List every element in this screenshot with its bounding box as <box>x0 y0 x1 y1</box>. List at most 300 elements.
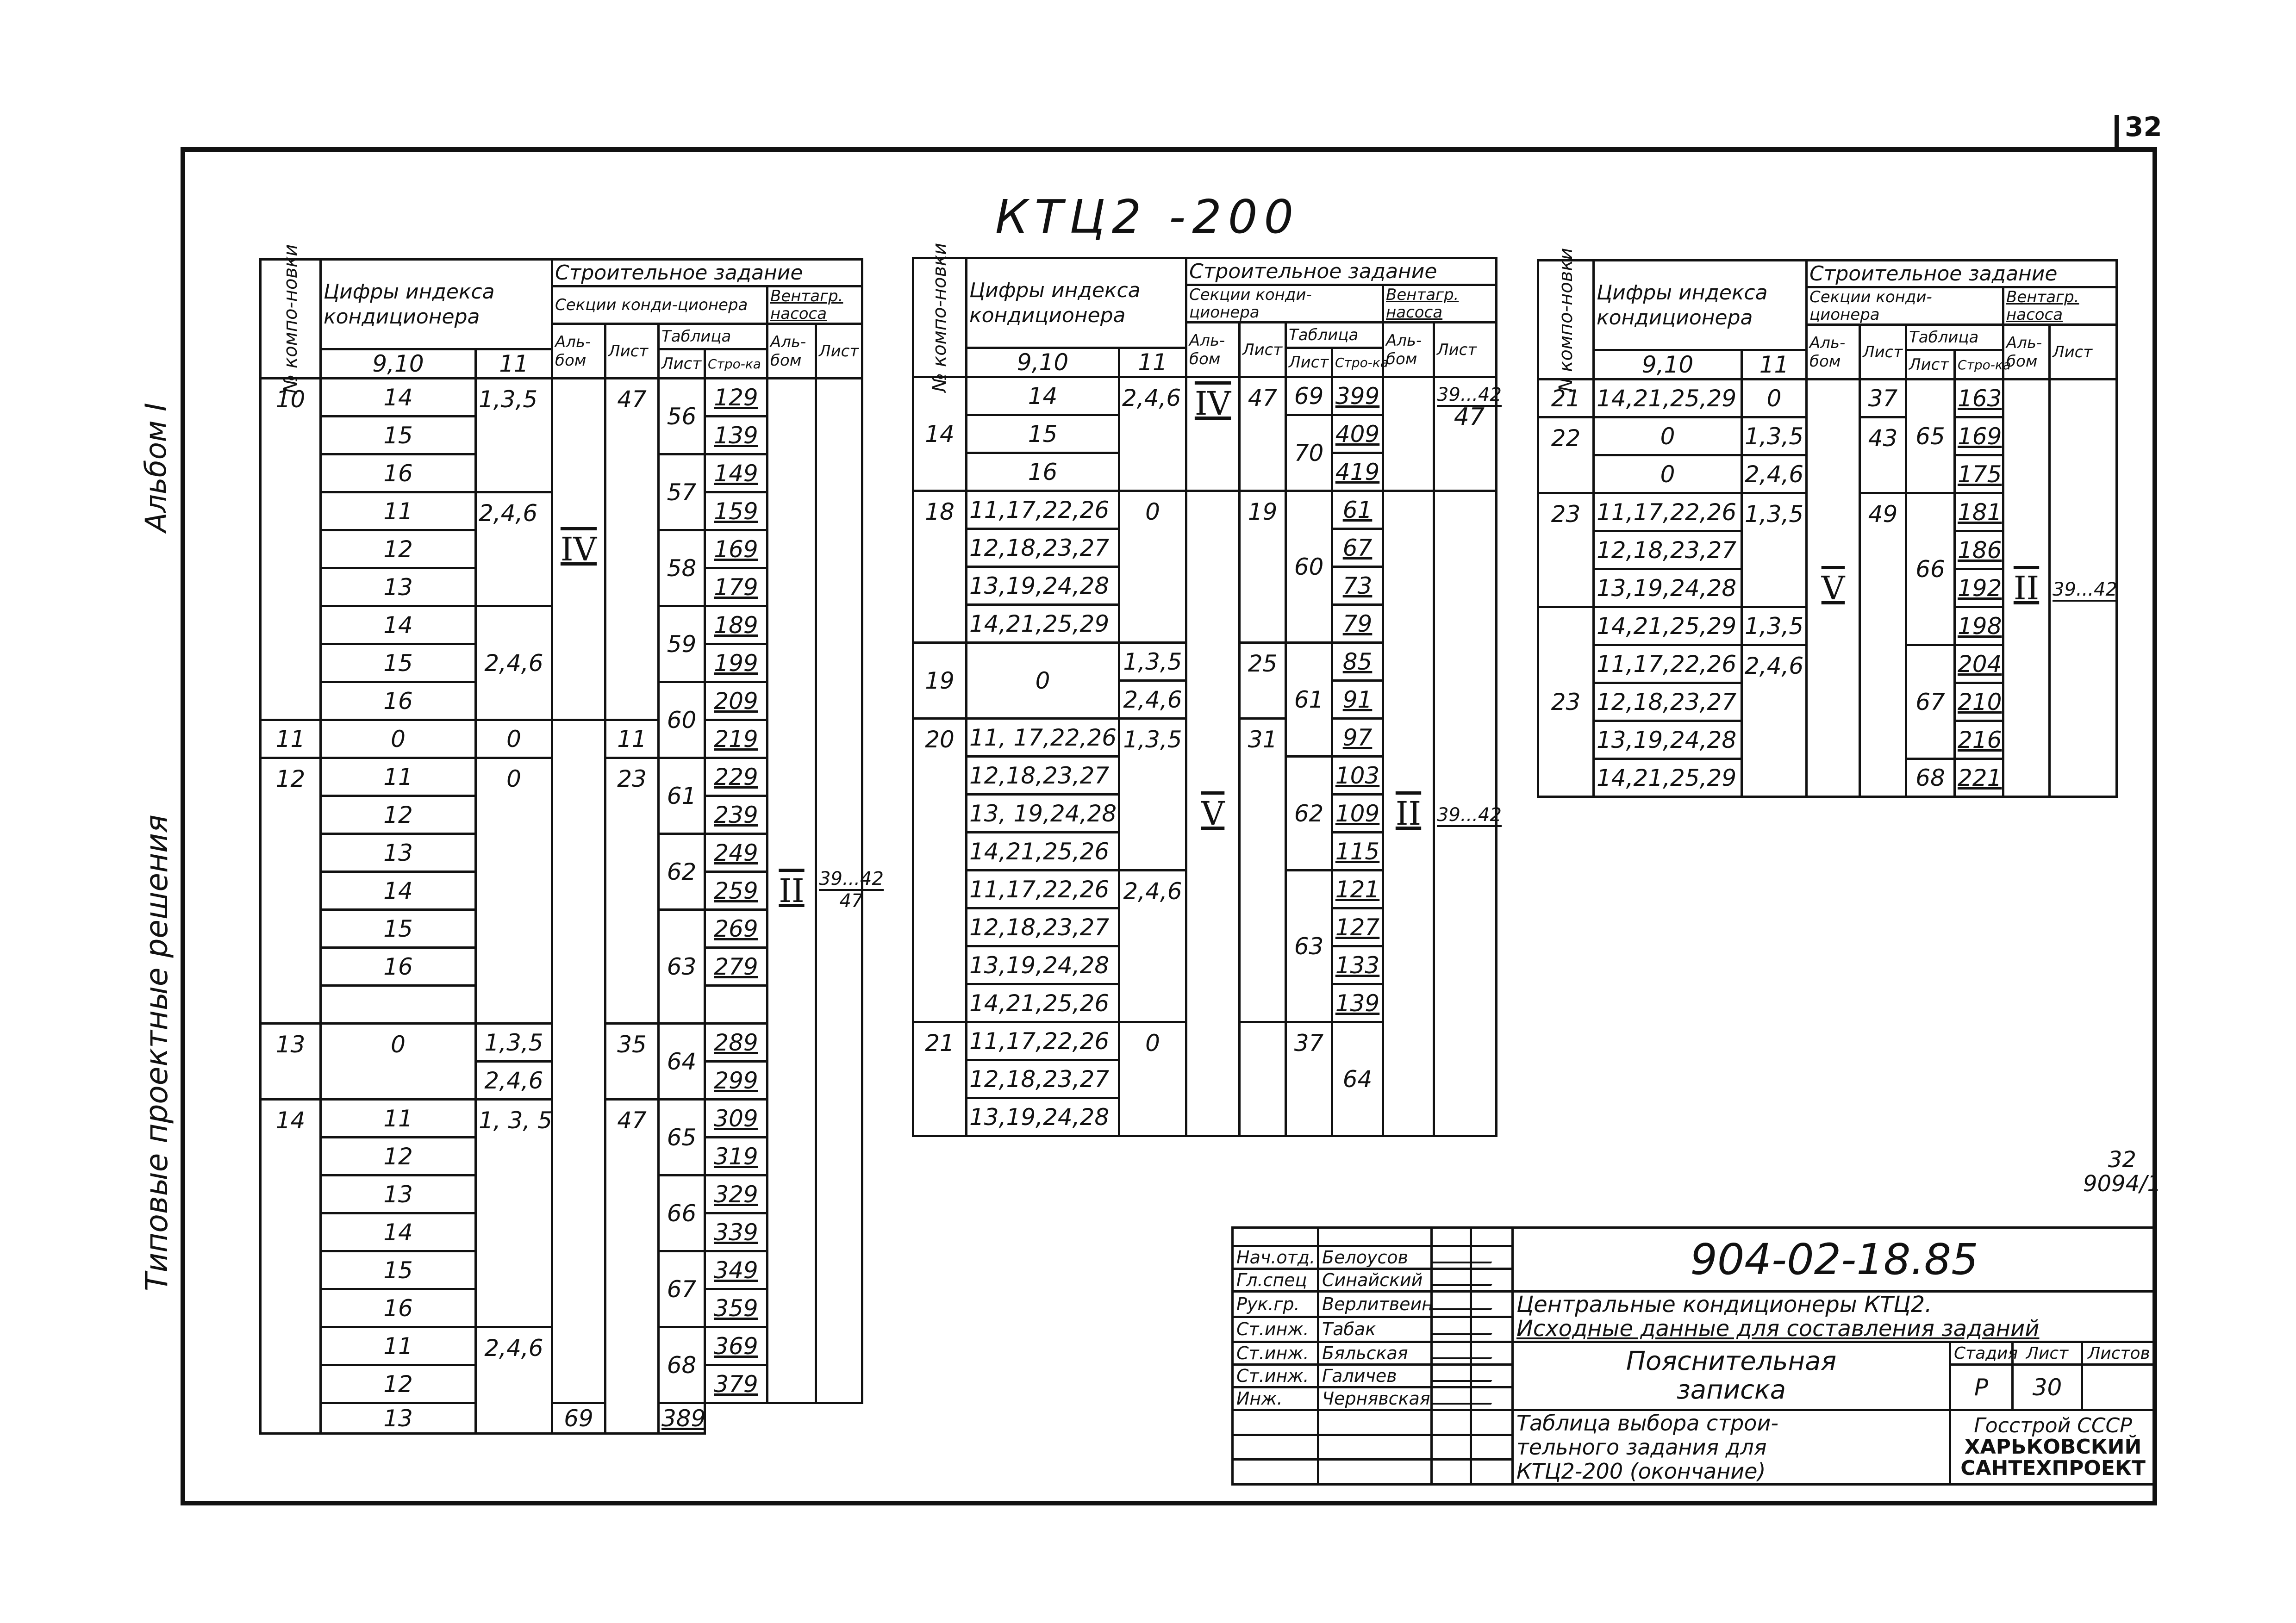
cell-row: 259 <box>705 872 767 910</box>
cell-910: 13,19,24,28 <box>1594 721 1742 759</box>
header-11: 11 <box>1119 348 1186 377</box>
cell-910: 14,21,25,29 <box>1594 379 1742 417</box>
cell-sheet: 35 <box>605 1024 659 1100</box>
cell-11: 2,4,6 <box>1119 871 1186 1022</box>
cell-comp: 23 <box>1538 493 1594 607</box>
stamp-name: Верлитвеин <box>1318 1292 1432 1317</box>
cell-910 <box>321 986 476 1024</box>
cell-910: 14 <box>967 377 1119 415</box>
cell-pump-album-top <box>1383 377 1434 491</box>
selection-table-2 <box>912 243 1502 1137</box>
cell-row: 249 <box>705 834 767 872</box>
cell-910: 16 <box>321 948 476 986</box>
header-sheet: Лист <box>1240 323 1286 377</box>
cell-910: 12 <box>321 796 476 834</box>
cell-album: V <box>1807 379 1860 797</box>
cell-row: 115 <box>1332 833 1383 871</box>
header-910: 9,10 <box>321 349 476 379</box>
organization <box>1950 1410 2156 1485</box>
cell-910: 14,21,25,26 <box>967 833 1119 871</box>
cell-pump-sheet: 39...42 <box>1434 491 1497 1136</box>
cell-row: 97 <box>1332 719 1383 757</box>
cell-row: 204 <box>1955 645 2003 683</box>
cell-row: 216 <box>1955 721 2003 759</box>
stamp-signature <box>1432 1365 1471 1387</box>
cell-row: 189 <box>705 606 767 644</box>
header-pump-album: Аль-бом <box>1383 323 1434 377</box>
cell-sheet: 23 <box>605 758 659 1024</box>
cell-910: 14 <box>321 606 476 644</box>
description-line-1: Центральные кондиционеры КТЦ2. <box>1516 1292 1932 1318</box>
stamp-role: Гл.спец <box>1233 1269 1318 1292</box>
stamp-signature <box>1432 1342 1471 1365</box>
cell-row: 309 <box>705 1100 767 1138</box>
cell-comp: 14 <box>261 1100 321 1434</box>
cell-910: 11,17,22,26 <box>1594 493 1742 531</box>
cell-11: 2,4,6 <box>476 1062 552 1100</box>
cell-row: 109 <box>1332 795 1383 833</box>
cell-910: 14 <box>321 379 476 417</box>
cell-910: 12,18,23,27 <box>1594 683 1742 721</box>
cell-tsheet: 67 <box>1906 645 1955 759</box>
cell-sheet: 31 <box>1240 719 1286 1022</box>
cell-910: 11,17,22,26 <box>1594 645 1742 683</box>
cell-pump-album: II <box>1383 491 1434 1136</box>
cell-tsheet: 56 <box>659 379 705 454</box>
cell-910: 12 <box>321 530 476 568</box>
cell-row: 159 <box>705 492 767 530</box>
cell-910: 11 <box>321 492 476 530</box>
cell-row: 199 <box>705 644 767 682</box>
cell-910: 15 <box>321 417 476 454</box>
cell-11: 1,3,5 <box>1742 417 1807 455</box>
stamp-role: Инж. <box>1233 1387 1318 1410</box>
cell-row: 409 <box>1332 415 1383 453</box>
stamp-blank <box>1471 1460 1513 1485</box>
cell-row: 181 <box>1955 493 2003 531</box>
cell-910: 12,18,23,27 <box>967 1060 1119 1098</box>
header-pump-sheet: Лист <box>1434 323 1497 377</box>
cell-row: 149 <box>705 454 767 492</box>
stamp-signature <box>1432 1387 1471 1410</box>
sheet-header: Лист <box>2013 1342 2082 1365</box>
cell-row: 210 <box>1955 683 2003 721</box>
cell-row: 419 <box>1332 453 1383 491</box>
cell-row: 121 <box>1332 871 1383 908</box>
header-comp: № компо-новки <box>261 260 321 379</box>
cell-11: 0 <box>1119 491 1186 643</box>
header-pump-album: Аль-бом <box>2003 325 2050 379</box>
header-row: Стро-ка <box>1955 350 2003 379</box>
album-label: Альбом I <box>139 403 173 532</box>
cell-row: 279 <box>705 948 767 986</box>
cell-row: 221 <box>1955 759 2003 797</box>
cell-comp: 11 <box>261 720 321 758</box>
cell-tsheet: 67 <box>659 1251 705 1327</box>
cell-11: 2,4,6 <box>1742 645 1807 797</box>
cell-sheet: 47 <box>605 1100 659 1434</box>
cell-row: 389 <box>659 1403 705 1434</box>
stamp-name: Галичев <box>1318 1365 1432 1387</box>
cell-910: 14,21,25,29 <box>967 605 1119 643</box>
cell-row: 163 <box>1955 379 2003 417</box>
cell-pump-album: II <box>767 379 816 1403</box>
cell-row: 61 <box>1332 491 1383 529</box>
header-pump: Вентагр. насоса <box>1383 285 1497 323</box>
caption-line-3: КТЦ2-200 (окончание) <box>1516 1459 1766 1484</box>
cell-910: 13,19,24,28 <box>1594 569 1742 607</box>
sheet-reference <box>2083 1148 2161 1196</box>
stamp-blank <box>1233 1228 1318 1246</box>
cell-910: 16 <box>321 1289 476 1327</box>
cell-tsheet: 59 <box>659 606 705 682</box>
cell-comp: 23 <box>1538 607 1594 797</box>
cell-910: 11 <box>321 1100 476 1138</box>
cell-910: 13 <box>321 1175 476 1213</box>
cell-11: 0 <box>476 720 552 758</box>
page-number-divider <box>2115 115 2119 152</box>
cell-row: 127 <box>1332 908 1383 946</box>
cell-tsheet: 70 <box>1286 415 1332 491</box>
cell-comp: 20 <box>913 719 967 1022</box>
header-tsheet: Лист <box>659 349 705 379</box>
cell-910: 0 <box>1594 455 1742 493</box>
stamp-blank <box>1432 1228 1471 1246</box>
header-910: 9,10 <box>967 348 1119 377</box>
cell-row: 229 <box>705 758 767 796</box>
cell-row: 209 <box>705 682 767 720</box>
cell-pump-album: II <box>2003 379 2050 797</box>
header-pump-sheet: Лист <box>2050 325 2117 379</box>
cell-tsheet: 64 <box>659 1024 705 1100</box>
stamp-blank <box>1233 1410 1318 1435</box>
cell-910: 14 <box>321 1213 476 1251</box>
header-910: 9,10 <box>1594 350 1742 379</box>
cell-910: 12,18,23,27 <box>967 908 1119 946</box>
cell-row-blank <box>705 986 767 1024</box>
header-build-task: Строительное задание <box>552 260 862 286</box>
cell-row: 359 <box>705 1289 767 1327</box>
cell-910: 12 <box>321 1138 476 1175</box>
cell-sheet: 49 <box>1860 493 1906 797</box>
header-table: Таблица <box>1286 323 1383 348</box>
cell-comp: 19 <box>913 643 967 719</box>
cell-tsheet: 68 <box>1906 759 1955 797</box>
header-sections: Секции конди-ционера <box>552 286 767 324</box>
cell-row: 129 <box>705 379 767 417</box>
cell-910: 13, 19,24,28 <box>967 795 1119 833</box>
cell-910: 13 <box>321 1403 476 1434</box>
header-row: Стро-ка <box>705 349 767 379</box>
cell-row: 339 <box>705 1213 767 1251</box>
header-11: 11 <box>1742 350 1807 379</box>
cell-tsheet: 69 <box>1286 377 1332 415</box>
cell-tsheet: 68 <box>659 1327 705 1403</box>
cell-tsheet: 61 <box>1286 643 1332 757</box>
cell-11: 2,4,6 <box>1119 377 1186 491</box>
stamp-name: Белоусов <box>1318 1246 1432 1269</box>
cell-row: 67 <box>1332 529 1383 567</box>
cell-910: 12,18,23,27 <box>967 529 1119 567</box>
cell-11: 1,3,5 <box>476 379 552 492</box>
cell-sheet: 19 <box>1240 491 1286 643</box>
header-sections: Секции конди-ционера <box>1186 285 1383 323</box>
stamp-name: Табак <box>1318 1317 1432 1342</box>
cell-comp: 13 <box>261 1024 321 1100</box>
cell-sheet: 43 <box>1860 417 1906 493</box>
cell-tsheet: 65 <box>659 1100 705 1175</box>
cell-pump-sheet: $\frac{39...42}{47}$ <box>816 379 862 1403</box>
stamp-blank <box>1233 1460 1318 1485</box>
cell-row: 139 <box>705 417 767 454</box>
header-index: Цифры индекса кондиционера <box>1594 261 1807 350</box>
cell-910: 12,18,23,27 <box>1594 531 1742 569</box>
cell-album: IV <box>1186 377 1240 491</box>
stamp-signature <box>1432 1317 1471 1342</box>
cell-910: 12,18,23,27 <box>967 757 1119 795</box>
cell-910: 11,17,22,26 <box>967 871 1119 908</box>
cell-910: 11,17,22,26 <box>967 491 1119 529</box>
cell-910: 12 <box>321 1365 476 1403</box>
stamp-blank <box>1318 1460 1432 1485</box>
stamp-blank <box>1318 1228 1432 1246</box>
cell-row: 192 <box>1955 569 2003 607</box>
header-album: Аль-бом <box>552 324 605 379</box>
cell-tsheet: 69 <box>552 1403 605 1434</box>
cell-sheet: 47 <box>605 379 659 720</box>
cell-row: 103 <box>1332 757 1383 795</box>
cell-910: 14,21,25,26 <box>967 984 1119 1022</box>
cell-tsheet: 63 <box>1286 871 1332 1022</box>
caption-line-2: тельного задания для <box>1516 1435 1767 1460</box>
cell-910: 14 <box>321 872 476 910</box>
header-index: Цифры индекса кондиционера <box>321 260 552 349</box>
cell-row: 399 <box>1332 377 1383 415</box>
document-description <box>1513 1292 2156 1342</box>
header-build-task: Строительное задание <box>1186 258 1497 285</box>
cell-tsheet: 66 <box>1906 493 1955 645</box>
cell-row: 169 <box>1955 417 2003 455</box>
stamp-name: Чернявская <box>1318 1387 1432 1410</box>
cell-pump-sheet-top: $\frac{39...42}{47}$ <box>1434 377 1497 491</box>
sheet-ref-number: 32 <box>2108 1147 2136 1173</box>
cell-row: 269 <box>705 910 767 948</box>
stamp-blank <box>1471 1410 1513 1435</box>
cell-910: 13,19,24,28 <box>967 946 1119 984</box>
header-album: Аль-бом <box>1186 323 1240 377</box>
cell-910: 11, 17,22,26 <box>967 719 1119 757</box>
cell-tsheet: 64 <box>1332 1022 1383 1136</box>
selection-table-3 <box>1537 248 2118 798</box>
cell-row: 289 <box>705 1024 767 1062</box>
org-line-3: САНТЕХПРОЕКТ <box>1960 1456 2146 1480</box>
stamp-name: Бяльская <box>1318 1342 1432 1365</box>
header-build-task: Строительное задание <box>1807 261 2117 287</box>
cell-row: 175 <box>1955 455 2003 493</box>
document-code: 904-02-18.85 <box>1513 1228 2156 1292</box>
cell-tsheet: 62 <box>659 834 705 910</box>
stamp-role: Ст.инж. <box>1233 1317 1318 1342</box>
cell-row: 139 <box>1332 984 1383 1022</box>
cell-sheet: 25 <box>1240 643 1286 719</box>
stamp-role: Нач.отд. <box>1233 1246 1318 1269</box>
cell-11: 2,4,6 <box>476 492 552 606</box>
cell-album-empty <box>552 720 605 1403</box>
cell-910: 16 <box>321 682 476 720</box>
header-album: Аль-бом <box>1807 325 1860 379</box>
org-line-2: ХАРЬКОВСКИЙ <box>1964 1435 2142 1459</box>
cell-910: 15 <box>321 1251 476 1289</box>
cell-album-empty <box>1240 1022 1286 1136</box>
cell-910: 13,19,24,28 <box>967 1098 1119 1136</box>
cell-comp: 14 <box>913 377 967 491</box>
cell-910: 14,21,25,29 <box>1594 759 1742 797</box>
cell-tsheet: 61 <box>659 758 705 834</box>
cell-910: 0 <box>321 1024 476 1100</box>
sheets-header: Листов <box>2082 1342 2156 1365</box>
cell-tsheet: 57 <box>659 454 705 530</box>
cell-row: 169 <box>705 530 767 568</box>
cell-910: 13 <box>321 834 476 872</box>
cell-11: 1,3,5 <box>476 1024 552 1062</box>
stamp-blank <box>1432 1410 1471 1435</box>
cell-row: 186 <box>1955 531 2003 569</box>
stamp-blank <box>1318 1435 1432 1460</box>
cell-910: 15 <box>321 910 476 948</box>
header-sheet: Лист <box>1860 325 1906 379</box>
header-pump-sheet: Лист <box>816 324 862 379</box>
sheet-name-line-1: Пояснительная <box>1626 1346 1837 1376</box>
stamp-blank <box>1471 1435 1513 1460</box>
cell-comp: 21 <box>913 1022 967 1136</box>
header-index: Цифры индекса кондиционера <box>967 258 1186 348</box>
sheet-value: 30 <box>2013 1365 2082 1410</box>
page-title: КТЦ2 -200 <box>995 190 1300 244</box>
cell-910: 13 <box>321 568 476 606</box>
cell-tsheet: 60 <box>1286 491 1332 643</box>
cell-11: 1,3,5 <box>1742 607 1807 645</box>
cell-pump-sheet: 39...42 <box>2050 379 2117 797</box>
cell-album: IV <box>552 379 605 720</box>
cell-row: 239 <box>705 796 767 834</box>
header-table: Таблица <box>1906 325 2003 350</box>
cell-row: 73 <box>1332 567 1383 605</box>
sheet-caption <box>1513 1410 1950 1485</box>
stamp-blank <box>1432 1460 1471 1485</box>
description-line-2: Исходные данные для составления заданий <box>1516 1316 2040 1342</box>
cell-row: 379 <box>705 1365 767 1403</box>
header-11: 11 <box>476 349 552 379</box>
header-row: Стро-ка <box>1332 348 1383 377</box>
sheet-ref-code: 9094/1 <box>2083 1171 2161 1197</box>
stamp-blank <box>1471 1228 1513 1246</box>
stamp-signature <box>1432 1269 1471 1292</box>
cell-tsheet: 60 <box>659 682 705 758</box>
cell-11: 2,4,6 <box>476 1327 552 1434</box>
header-table: Таблица <box>659 324 767 349</box>
cell-row: 91 <box>1332 681 1383 719</box>
cell-row: 299 <box>705 1062 767 1100</box>
cell-910: 15 <box>967 415 1119 453</box>
cell-row: 369 <box>705 1327 767 1365</box>
cell-910: 11,17,22,26 <box>967 1022 1119 1060</box>
cell-row: 85 <box>1332 643 1383 681</box>
cell-tsheet: 65 <box>1906 379 1955 493</box>
cell-11: 2,4,6 <box>476 606 552 720</box>
stamp-name: Синайский <box>1318 1269 1432 1292</box>
cell-row: 329 <box>705 1175 767 1213</box>
cell-910: 11 <box>321 1327 476 1365</box>
sheets-value <box>2082 1365 2156 1410</box>
cell-11: 0 <box>1119 1022 1186 1136</box>
cell-comp: 22 <box>1538 417 1594 493</box>
cell-910: 15 <box>321 644 476 682</box>
cell-11: 1,3,5 <box>1119 719 1186 871</box>
org-line-1: Госстрой СССР <box>1974 1414 2132 1437</box>
cell-comp: 18 <box>913 491 967 643</box>
cell-sheet: 37 <box>1286 1022 1332 1136</box>
cell-comp: 10 <box>261 379 321 720</box>
stamp-role: Ст.инж. <box>1233 1342 1318 1365</box>
stamp-signature <box>1432 1292 1471 1317</box>
cell-11: 1, 3, 5 <box>476 1100 552 1327</box>
cell-11: 0 <box>476 758 552 1024</box>
cell-910: 14,21,25,29 <box>1594 607 1742 645</box>
cell-11: 2,4,6 <box>1742 455 1807 493</box>
title-block <box>1231 1226 2157 1486</box>
cell-album: V <box>1186 491 1240 1136</box>
header-comp: N компо-новки <box>1538 261 1594 379</box>
stamp-blank <box>1233 1435 1318 1460</box>
stage-header: Стадия <box>1950 1342 2013 1365</box>
cell-row: 349 <box>705 1251 767 1289</box>
header-comp: № компо-новки <box>913 258 967 377</box>
cell-sheet: 47 <box>1240 377 1286 491</box>
stamp-blank <box>1318 1410 1432 1435</box>
cell-sheet: 37 <box>1860 379 1906 417</box>
cell-row: 219 <box>705 720 767 758</box>
cell-11: 0 <box>1742 379 1807 417</box>
stage-value: Р <box>1950 1365 2013 1410</box>
cell-comp: 21 <box>1538 379 1594 417</box>
cell-910: 11 <box>321 758 476 796</box>
header-pump: Вентагр. насоса <box>2003 287 2117 325</box>
header-pump-album: Аль-бом <box>767 324 816 379</box>
stamp-blank <box>1432 1435 1471 1460</box>
page-number: 32 <box>2125 111 2162 143</box>
cell-row: 179 <box>705 568 767 606</box>
header-tsheet: Лист <box>1286 348 1332 377</box>
stamp-role: Ст.инж. <box>1233 1365 1318 1387</box>
sheet-name <box>1513 1342 1950 1410</box>
cell-tsheet: 63 <box>659 910 705 1024</box>
cell-tsheet: 66 <box>659 1175 705 1251</box>
header-pump: Вентагр. насоса <box>767 286 862 324</box>
header-tsheet: Лист <box>1906 350 1955 379</box>
cell-910: 16 <box>321 454 476 492</box>
selection-table-1 <box>259 244 884 1435</box>
cell-910: 16 <box>967 453 1119 491</box>
caption-line-1: Таблица выбора строи- <box>1516 1411 1778 1436</box>
series-label: Типовые проектные решения <box>139 815 175 1291</box>
cell-tsheet: 58 <box>659 530 705 606</box>
cell-row: 133 <box>1332 946 1383 984</box>
cell-comp: 12 <box>261 758 321 1024</box>
cell-11: 1,3,5 <box>1119 643 1186 681</box>
cell-11: 2,4,6 <box>1119 681 1186 719</box>
cell-row: 198 <box>1955 607 2003 645</box>
cell-910: 0 <box>321 720 476 758</box>
